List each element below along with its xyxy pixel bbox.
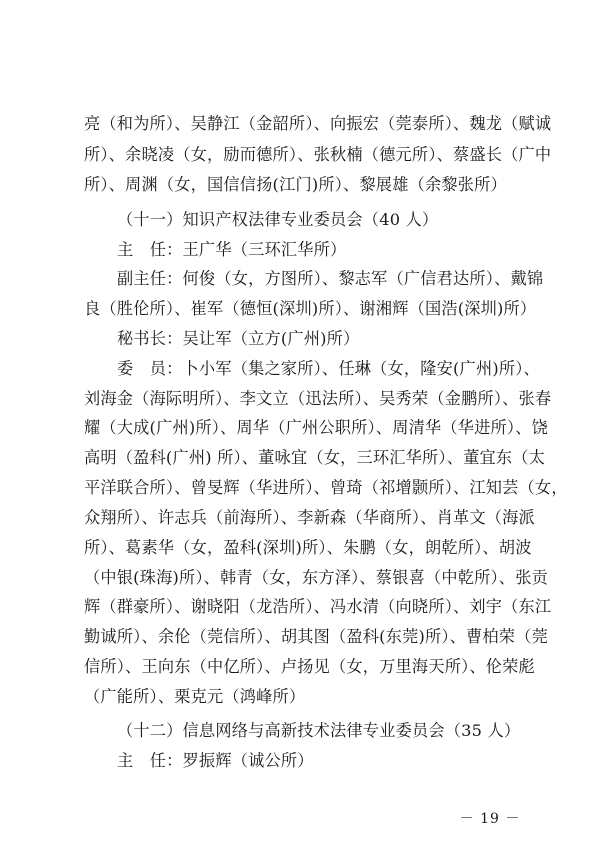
text-line: 信所）、王向东（中亿所）、卢扬见（女，万里海天所）、伦荣彪 (84, 657, 535, 676)
page-number: － 19 － (459, 811, 521, 827)
text-line: 良（胜伦所）、崔军（德恒(深圳)所）、谢湘辉（国浩(深圳)所） (84, 299, 537, 318)
members-line: 委 员：卜小军（集之家所）、任琳（女，隆安(广州)所）、 (117, 359, 540, 378)
section-heading: （十二）信息网络与高新技术法律专业委员会（35 人） (117, 721, 521, 740)
text-line: （广能所）、栗克元（鸿峰所） (84, 687, 306, 706)
text-line: 辉（群豪所）、谢晓阳（龙浩所）、冯水清（向晓所）、刘宇（东江 (84, 597, 552, 616)
chair-line: 主 任：罗振辉（诚公所） (117, 751, 314, 770)
text-line: 所）、葛素华（女，盈科(深圳)所）、朱鹏（女，朗乾所）、胡波 (84, 538, 532, 557)
secretary-line: 秘书长：吴让军（立方(广州)所） (117, 329, 360, 348)
chair-line: 主 任：王广华（三环汇华所） (117, 240, 347, 259)
section-heading: （十一）知识产权法律专业委员会（40 人） (117, 210, 439, 229)
text-line: 高明（盈科(广州) 所）、董咏宜（女，三环汇华所）、董宜东（太 (84, 448, 546, 467)
vice-chair-line: 副主任：何俊（女，方图所）、黎志军（广信君达所）、戴锦 (117, 269, 544, 288)
text-line: 亮（和为所）、吴静江（金韶所）、向振宏（莞泰所）、魏龙（赋诚 (84, 114, 552, 133)
text-line: 耀（大成(广州)所）、周华（广州公职所）、周清华（华进所）、饶 (84, 418, 548, 437)
text-line: 刘海金（海际明所）、李文立（迅法所）、吴秀荣（金鹏所）、张春 (84, 389, 552, 408)
text-line: 所）、周渊（女，国信信扬(江门)所）、黎展雄（余黎张所） (84, 175, 507, 194)
text-line: 众翔所）、许志兵（前海所）、李新森（华商所）、肖革文（海派 (84, 508, 535, 527)
text-line: （中银(珠海)所）、韩青（女，东方泽）、蔡银喜（中乾所）、张贡 (84, 568, 548, 587)
text-line: 所）、余晓凌（女，励而德所）、张秋楠（德元所）、蔡盛长（广中 (84, 145, 552, 164)
text-line: 平洋联合所）、曾旻辉（华进所）、曾琦（祁增颢所）、江知芸（女， (84, 478, 568, 497)
text-line: 勤诚所）、余伦（莞信所）、胡其图（盈科(东莞)所）、曹柏荣（莞 (84, 627, 548, 646)
